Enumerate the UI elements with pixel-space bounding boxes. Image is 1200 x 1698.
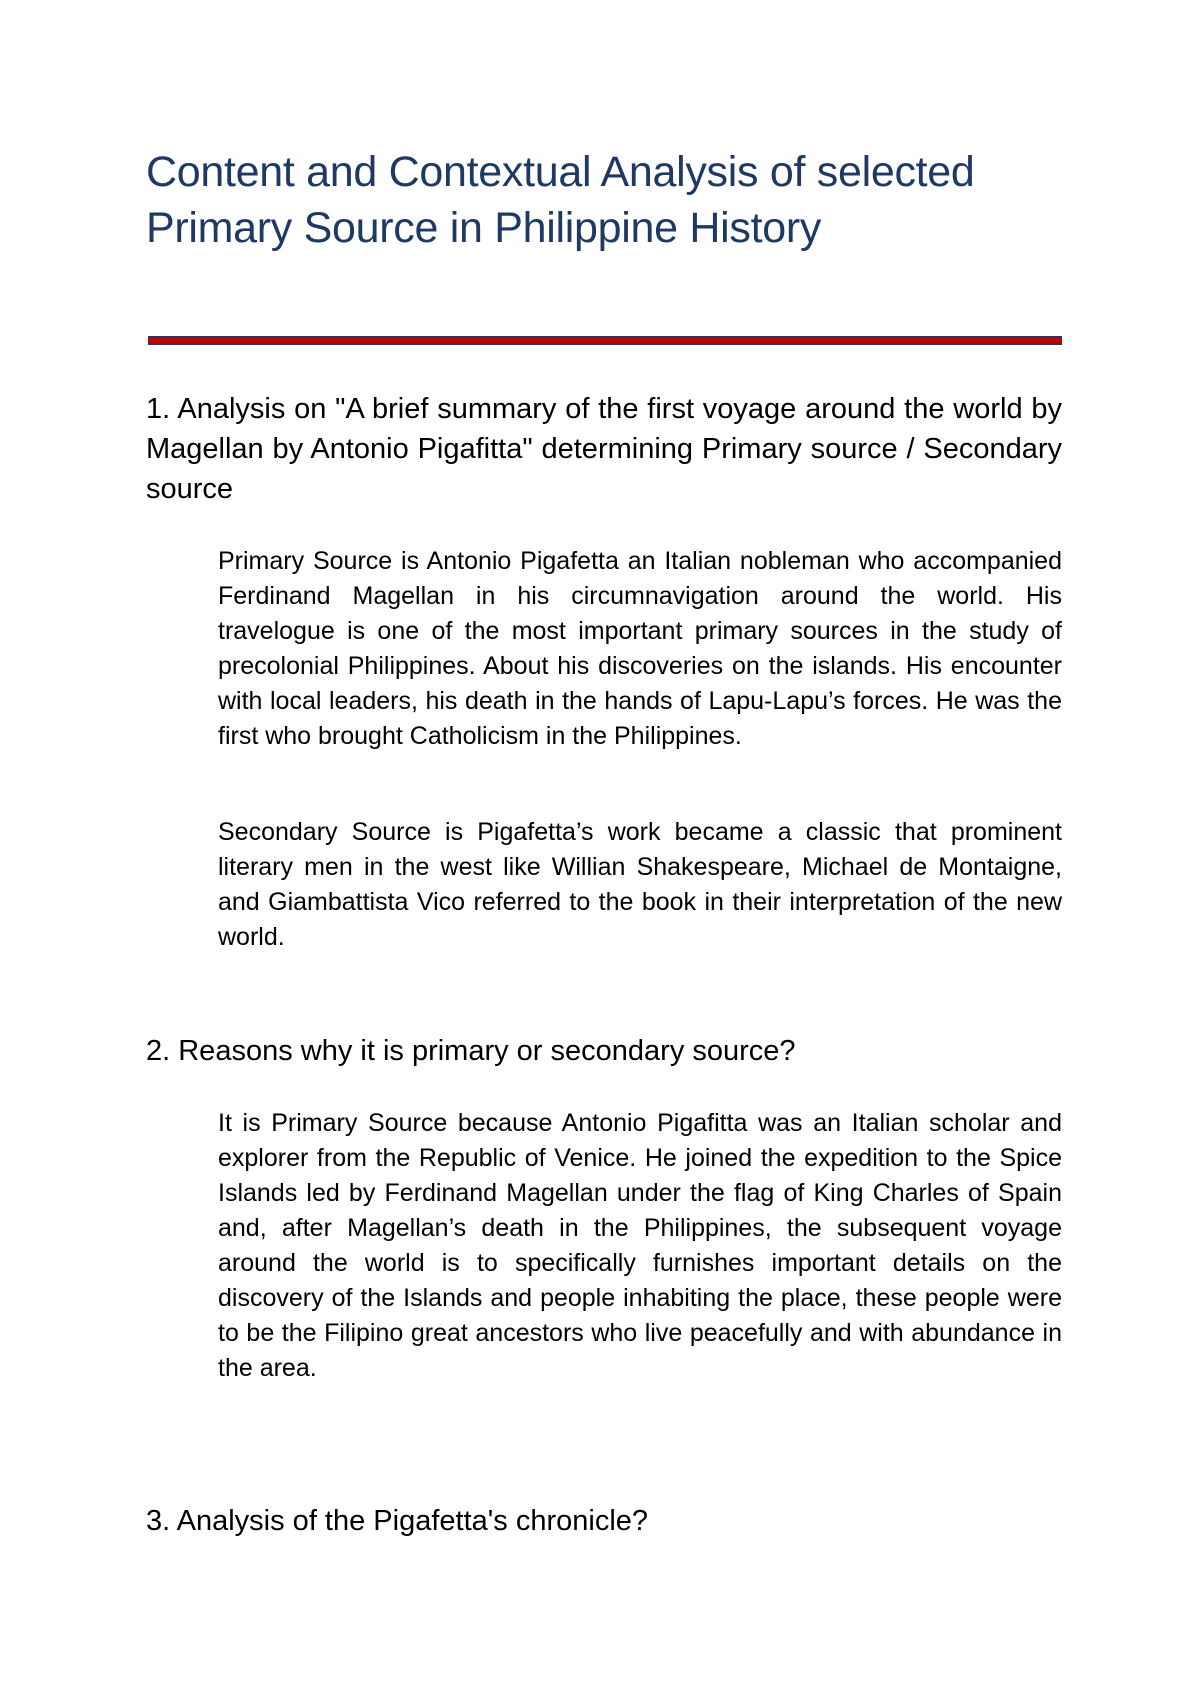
bullet-text: It is Primary Source because Antonio Pigafitta was an Italian scholar and explorer from the Republic of Venice. He joined the expedition to the Spice Islands led by Ferdinand Magellan under the flag of King Charles of Spain and, after Magellan’s death in the Philippines, the subsequent voyage around the world is to specifically furnishes important details on the discovery of the Islands and people inhabiting the place, these people were to be the Filipino great ancestors who live peacefully and with abundance in the area. <box>218 1109 1062 1382</box>
bullet-text: Primary Source is Antonio Pigafetta an Italian nobleman who accompanied Ferdinand Magellan in his circumnavigation around the world. His travelogue is one of the most important primary sources in the study of precolonial Philippines. About his discoveries on the islands. His encounter with local leaders, his death in the hands of Lapu-Lapu’s forces. He was the first who brought Catholicism in the Philippines. <box>218 547 1062 750</box>
section-1-heading: 1. Analysis on "A brief summary of the first voyage around the world by Magellan by Antonio Pigafitta" determining Primary source / Secondary source <box>146 393 1062 505</box>
section-1-bullet-2 <box>186 815 1062 955</box>
section-2-heading: 2. Reasons why it is primary or secondary source? <box>146 1035 796 1067</box>
section-1-bullet-1 <box>186 544 1062 754</box>
section-3-heading: 3. Analysis of the Pigafetta's chronicle? <box>146 1505 649 1537</box>
document-title: Content and Contextual Analysis of selected Primary Source in Philippine History <box>146 148 975 252</box>
title-divider <box>148 336 1062 345</box>
document-page <box>146 0 1062 1698</box>
section-2-bullet-1 <box>186 1106 1062 1386</box>
bullet-text: Secondary Source is Pigafetta’s work became a classic that prominent literary men in the west like Willian Shakespeare, Michael de Montaigne, and Giambattista Vico referred to the book in their interpretation of the new world. <box>218 818 1062 951</box>
